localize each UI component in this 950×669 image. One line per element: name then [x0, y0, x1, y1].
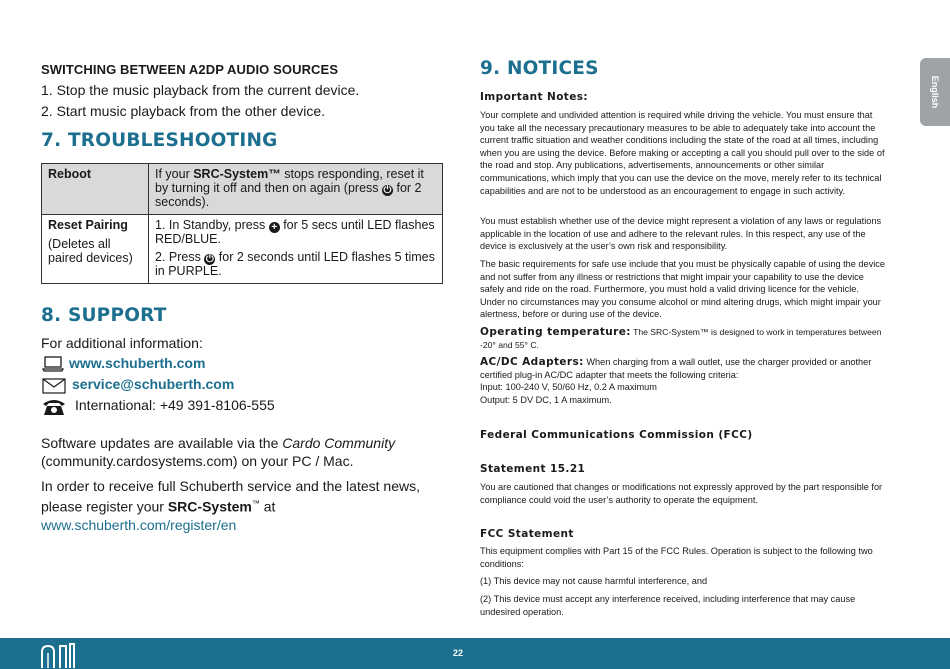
language-tab-label: English — [930, 75, 940, 109]
envelope-icon — [42, 378, 66, 394]
footer-bar — [0, 638, 950, 669]
register-link[interactable]: www.schuberth.com/register/en — [41, 516, 237, 533]
plus-button-icon: + — [269, 222, 280, 233]
reboot-description: If your SRC-System™ stops responding, reset it by turning it off and then on again (press ⏻ for 2 seconds). — [149, 164, 443, 215]
table-row — [42, 164, 443, 215]
fcc-condition-1: (1) This device may not cause harmful interference, and — [480, 576, 708, 586]
fcc-heading: Federal Communications Commission (FCC) — [480, 429, 753, 441]
reset-pairing-steps: 1. In Standby, press + for 5 secs until LED flashes RED/BLUE. 2. Press ⏻ for 2 seconds until LED flashes 5 times in PURPLE. — [149, 215, 443, 284]
troubleshooting-table — [41, 163, 443, 284]
updates-paragraph: Software updates are available via the Cardo Community (community.cardosystems.com) on your PC / Mac. — [41, 435, 396, 469]
statement-1521-text: You are cautioned that changes or modifications not expressly approved by the part responsible for compliance could void the user’s authority to operate the equipment. — [480, 482, 883, 505]
important-notes-heading: Important Notes: — [480, 91, 589, 103]
a2dp-heading: SWITCHING BETWEEN A2DP AUDIO SOURCES — [41, 62, 339, 77]
acdc-output: Output: 5 DV DC, 1 A maximum. — [480, 394, 612, 405]
cardo-community: Cardo Community — [282, 435, 396, 451]
acdc-input: Input: 100-240 V, 50/60 Hz, 0.2 A maximum — [480, 382, 657, 393]
fcc-condition-2: (2) This device must accept any interference received, including interference that may cause undesired operation. — [480, 594, 856, 617]
language-tab[interactable] — [920, 58, 950, 126]
notice-paragraph-2: You must establish whether use of the device might represent a violation of any laws or regulations applicable in the location of use and adhere to the relevant rules. In this respect, any use of the device is exclusively at the user’s own risk and responsibility. — [480, 216, 882, 252]
a2dp-step-2: 2. Start music playback from the other device. — [41, 103, 326, 119]
reset-pairing-note: (Deletes all paired devices) — [48, 236, 133, 265]
fcc-statement-heading: FCC Statement — [480, 528, 574, 540]
power-button-icon: ⏻ — [205, 253, 214, 265]
laptop-icon — [42, 356, 64, 372]
support-title: 8. SUPPORT — [41, 305, 167, 326]
website-link[interactable]: www.schuberth.com — [69, 355, 206, 371]
acdc-adapters: AC/DC Adapters: When charging from a wall outlet, use the charger provided or another certified plug-in AC/DC adapter that meets the following criteria: Input: 100-240 V, 50/60 Hz, 0.2 A maximum Output: 5 DV DC, 1 A maximum. — [480, 356, 885, 406]
notice-paragraph-3: The basic requirements for safe use include that you must be physically capable of using the device and not suffer from any illness or restrictions that might impair your capability to use the device safely and ride on the road. Furthermore, you must hold a valid driving licence for the vehicle. Under no circumstances may you consume alcohol or mind altering drugs, which might impair your alertness, before or during use of the device. — [480, 259, 885, 320]
phone-number: International: +49 391-8106-555 — [75, 397, 275, 413]
notices-title: 9. NOTICES — [480, 58, 599, 79]
a2dp-step-1: 1. Stop the music playback from the current device. — [41, 82, 360, 98]
statement-1521-heading: Statement 15.21 — [480, 463, 586, 475]
operating-temperature: Operating temperature: The SRC-System™ is designed to work in temperatures between -20° and 55° C. — [480, 326, 882, 350]
support-intro: For additional information: — [41, 335, 203, 351]
page-number: 22 — [452, 648, 463, 658]
troubleshooting-title: 7. TROUBLESHOOTING — [41, 130, 278, 151]
fcc-statement-text: This equipment complies with Part 15 of the FCC Rules. Operation is subject to the following two conditions: — [480, 546, 873, 569]
telephone-icon — [41, 398, 67, 416]
register-paragraph: In order to receive full Schuberth service and the latest news, please register your SRC-System™ at www.schuberth.com/register/en — [41, 478, 420, 533]
email-link[interactable]: service@schuberth.com — [72, 376, 235, 392]
reboot-label: Reboot — [48, 167, 92, 181]
table-row — [42, 215, 443, 284]
power-button-icon: ⏻ — [383, 184, 392, 196]
notice-paragraph-1: Your complete and undivided attention is required while driving the vehicle. You must ensure that you take all the necessary precautionary measures to be able to adequately take into account the current traffic situation and weather conditions including the state of the road at all times, including when you are using the device. Before making or accepting a call you should pull over to the side of the road and stop. Any publications, advertisements, announcements or other similar communications, which imply that you can use the device on the move, merely refer to its technical capabilities and are not to be understood as an encouragement to engage in such activity. — [480, 110, 885, 196]
reset-pairing-label: Reset Pairing — [48, 218, 128, 232]
